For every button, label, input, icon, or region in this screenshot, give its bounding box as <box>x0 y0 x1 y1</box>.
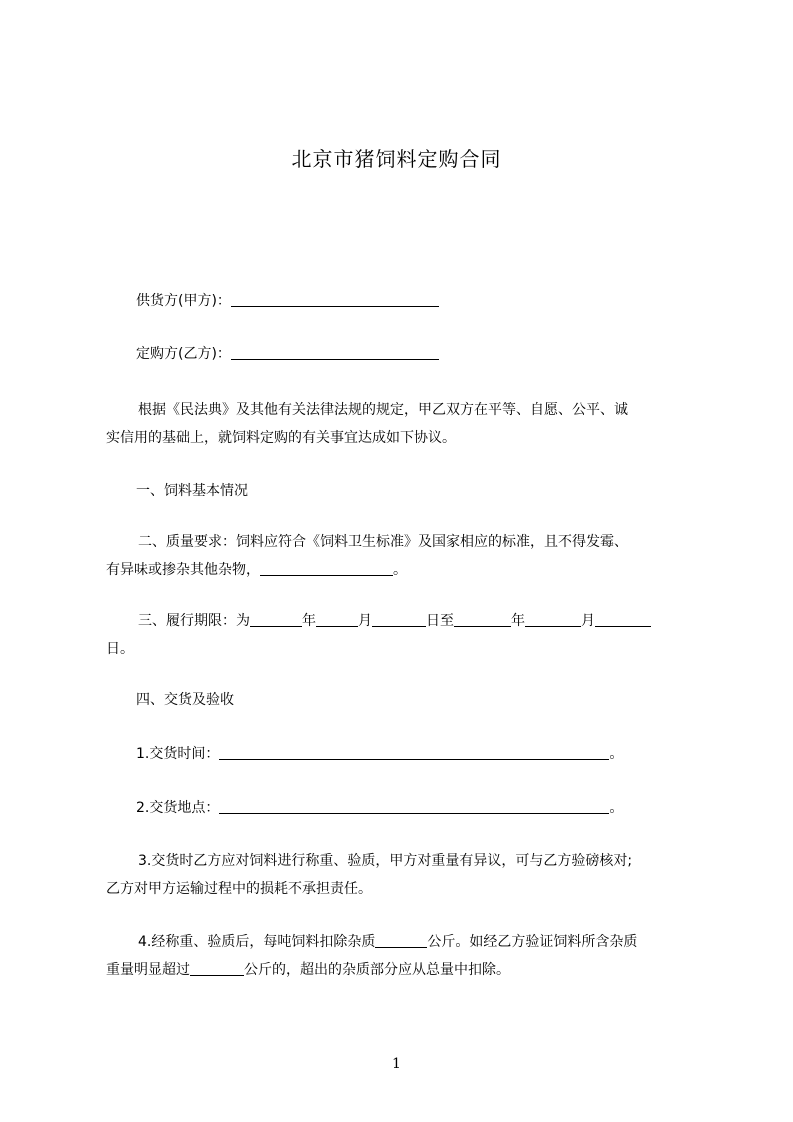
delivery-place-blank[interactable] <box>219 798 609 814</box>
section3-line-1 <box>106 607 738 635</box>
start-day-blank[interactable] <box>372 611 426 627</box>
section3-month2: 月 <box>581 613 595 629</box>
item3-line-2: 乙方对甲方运输过程中的损耗不承担责任。 <box>106 881 372 897</box>
preamble-line-2: 实信用的基础上，就饲料定购的有关事宜达成如下协议。 <box>106 430 456 446</box>
delivery-time-label: 1.交货时间： <box>136 746 220 762</box>
section3-year2: 年 <box>511 613 525 629</box>
item4-mid: 公斤。如经乙方验证饲料所含杂质 <box>427 934 638 950</box>
delivery-time-line <box>106 740 736 768</box>
supplier-blank[interactable] <box>231 291 439 307</box>
buyer-line <box>106 340 736 368</box>
section1-heading: 一、饲料基本情况 <box>136 483 248 499</box>
delivery-time-blank[interactable] <box>219 744 609 760</box>
section3-month1: 月 <box>358 613 372 629</box>
delivery-place-label: 2.交货地点： <box>136 800 220 816</box>
end-day-blank[interactable] <box>595 611 651 627</box>
contract-title: 北京市猪饲料定购合同 <box>291 147 502 171</box>
section3-line-2: 日。 <box>106 641 134 657</box>
section2-line-2 <box>106 556 706 584</box>
start-year-blank[interactable] <box>250 611 302 627</box>
buyer-label: 定购方(乙方)： <box>136 346 231 362</box>
delivery-place-line <box>106 794 736 822</box>
section2-line-1: 二、质量要求：饲料应符合《饲料卫生标准》及国家相应的标准，且不得发霉、 <box>138 534 628 550</box>
section3-prefix: 三、履行期限：为 <box>138 613 250 629</box>
supplier-line <box>106 287 736 315</box>
section3-year1: 年 <box>302 613 316 629</box>
delivery-time-end: 。 <box>609 746 624 762</box>
supplier-label: 供货方(甲方)： <box>136 293 231 309</box>
section2-blank[interactable] <box>260 560 393 576</box>
preamble-line-1: 根据《民法典》及其他有关法律法规的规定，甲乙双方在平等、自愿、公平、诚 <box>138 402 628 418</box>
section3-day1: 日至 <box>426 613 454 629</box>
impurity-deduction-blank[interactable] <box>375 932 427 948</box>
item4-line-1 <box>106 928 738 956</box>
item4-line-2 <box>106 956 706 984</box>
page-number: 1 <box>392 1056 401 1072</box>
start-month-blank[interactable] <box>316 611 358 627</box>
delivery-place-end: 。 <box>609 800 624 816</box>
item4-line2-suffix: 公斤的，超出的杂质部分应从总量中扣除。 <box>244 962 510 978</box>
section4-heading: 四、交货及验收 <box>136 692 234 708</box>
item4-prefix: 4.经称重、验质后，每吨饲料扣除杂质 <box>138 934 376 950</box>
section2-end: 。 <box>393 562 407 578</box>
end-year-blank[interactable] <box>454 611 511 627</box>
item4-line2-prefix: 重量明显超过 <box>106 962 190 978</box>
buyer-blank[interactable] <box>231 344 439 360</box>
impurity-limit-blank[interactable] <box>190 960 244 976</box>
end-month-blank[interactable] <box>525 611 581 627</box>
section2-text: 有异味或掺杂其他杂物， <box>106 562 260 578</box>
item3-line-1: 3.交货时乙方应对饲料进行称重、验质，甲方对重量有异议，可与乙方验磅核对; <box>138 853 633 869</box>
